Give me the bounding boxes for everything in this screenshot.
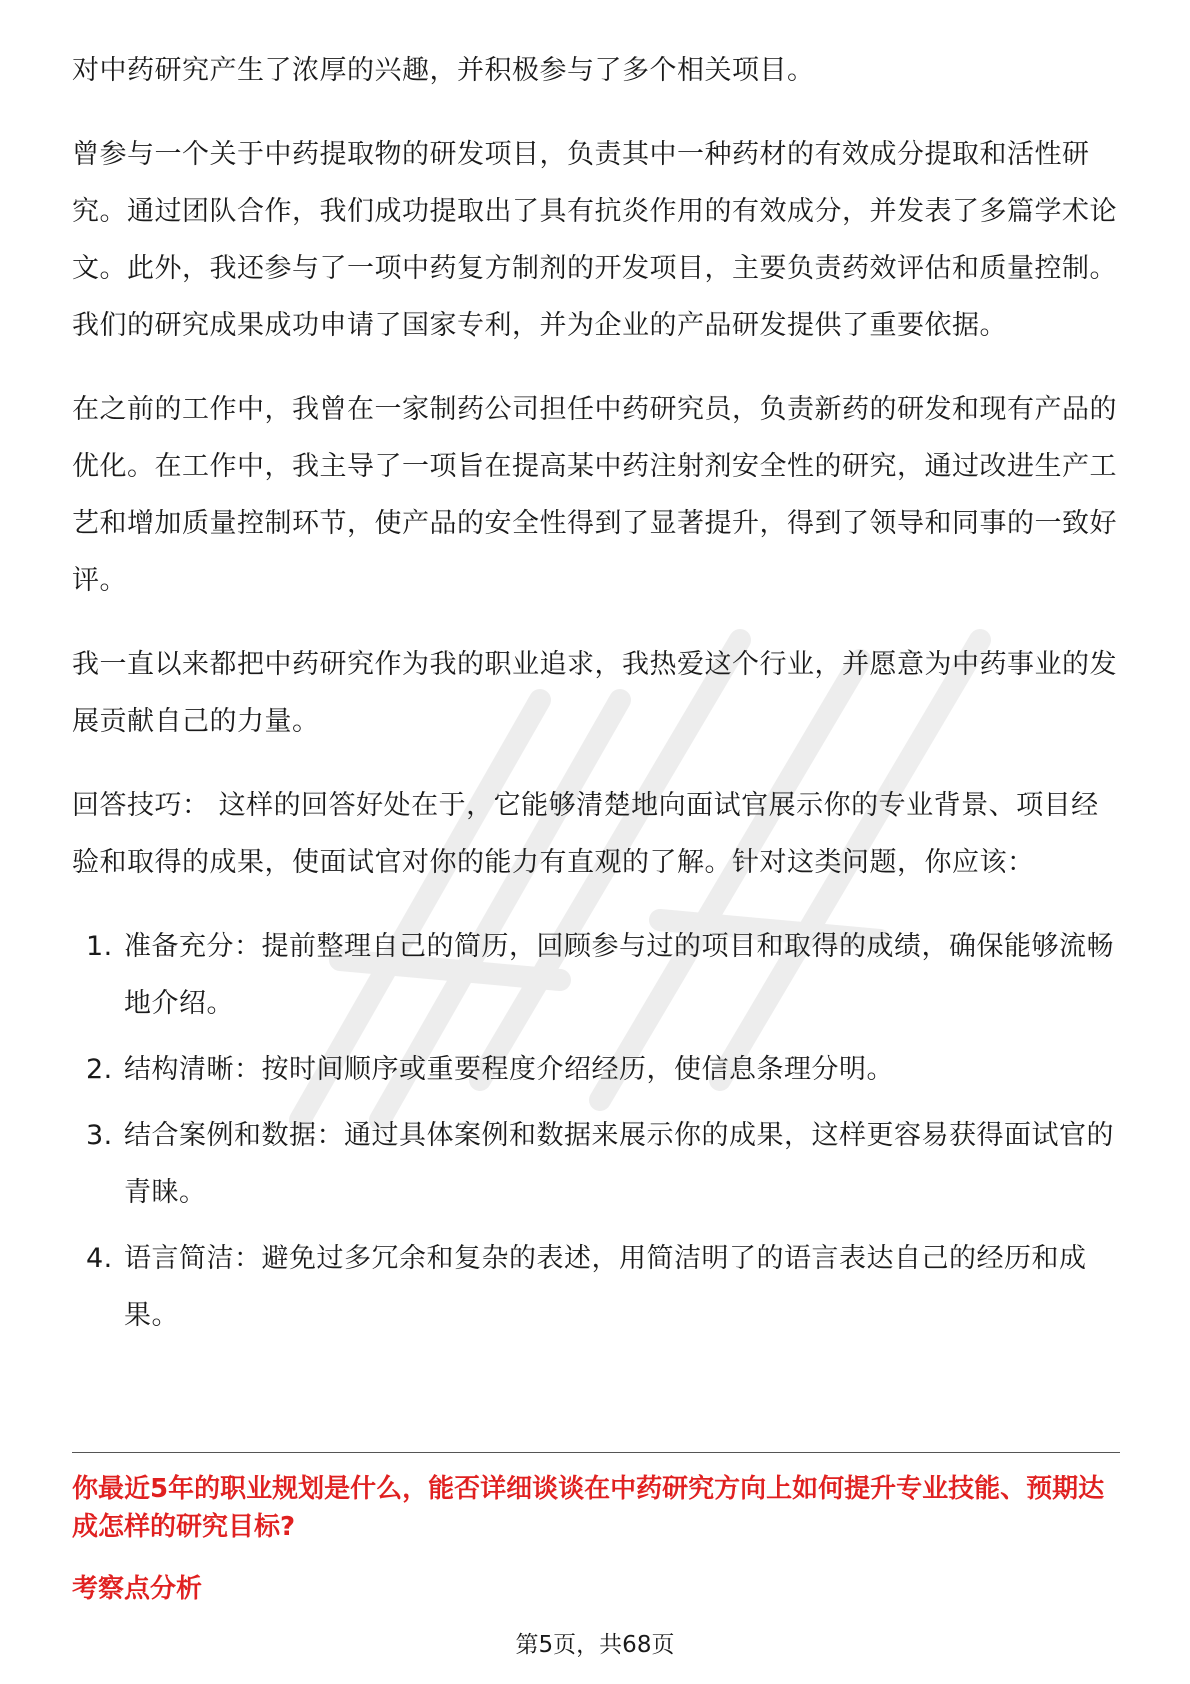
list-item [72, 918, 1120, 1032]
list-number: 4. [86, 1243, 113, 1274]
tips-list [72, 918, 1120, 1344]
main-content [72, 42, 1120, 1353]
analysis-subheading: 考察点分析 [72, 1574, 203, 1604]
interview-question-heading: 你最近5年的职业规划是什么，能否详细谈谈在中药研究方向上如何提升专业技能、预期达成怎样的研究目标? [72, 1474, 1105, 1542]
paragraph-2: 曾参与一个关于中药提取物的研发项目，负责其中一种药材的有效成分提取和活性研究。通过团队合作，我们成功提取出了具有抗炎作用的有效成分，并发表了多篇学术论文。此外，我还参与了一项中药复方制剂的开发项目，主要负责药效评估和质量控制。我们的研究成果成功申请了国家专利，并为企业的产品研发提供了重要依据。 [72, 139, 1117, 341]
list-item [72, 1230, 1120, 1344]
list-item-text: 结构清晰：按时间顺序或重要程度介绍经历，使信息条理分明。 [124, 1054, 894, 1085]
list-number: 1. [86, 931, 113, 962]
list-item-text: 语言简洁：避免过多冗余和复杂的表述，用简洁明了的语言表达自己的经历和成果。 [124, 1243, 1087, 1331]
list-number: 3. [86, 1120, 113, 1151]
section-divider [72, 1452, 1120, 1453]
list-item-text: 结合案例和数据：通过具体案例和数据来展示你的成果，这样更容易获得面试官的青睐。 [124, 1120, 1114, 1208]
list-number: 2. [86, 1054, 113, 1085]
page-footer: 第5页，共68页 [515, 1632, 675, 1658]
list-item-text: 准备充分：提前整理自己的简历，回顾参与过的项目和取得的成绩，确保能够流畅地介绍。 [124, 931, 1114, 1019]
list-item [72, 1041, 1120, 1098]
list-item [72, 1107, 1120, 1221]
answer-tips-intro: 回答技巧： 这样的回答好处在于，它能够清楚地向面试官展示你的专业背景、项目经验和取得的成果，使面试官对你的能力有直观的了解。针对这类问题，你应该： [72, 790, 1099, 878]
paragraph-1: 对中药研究产生了浓厚的兴趣，并积极参与了多个相关项目。 [72, 55, 815, 86]
paragraph-3: 在之前的工作中，我曾在一家制药公司担任中药研究员，负责新药的研发和现有产品的优化。在工作中，我主导了一项旨在提高某中药注射剂安全性的研究，通过改进生产工艺和增加质量控制环节，使产品的安全性得到了显著提升，得到了领导和同事的一致好评。 [72, 394, 1117, 596]
paragraph-4: 我一直以来都把中药研究作为我的职业追求，我热爱这个行业，并愿意为中药事业的发展贡献自己的力量。 [72, 649, 1117, 737]
